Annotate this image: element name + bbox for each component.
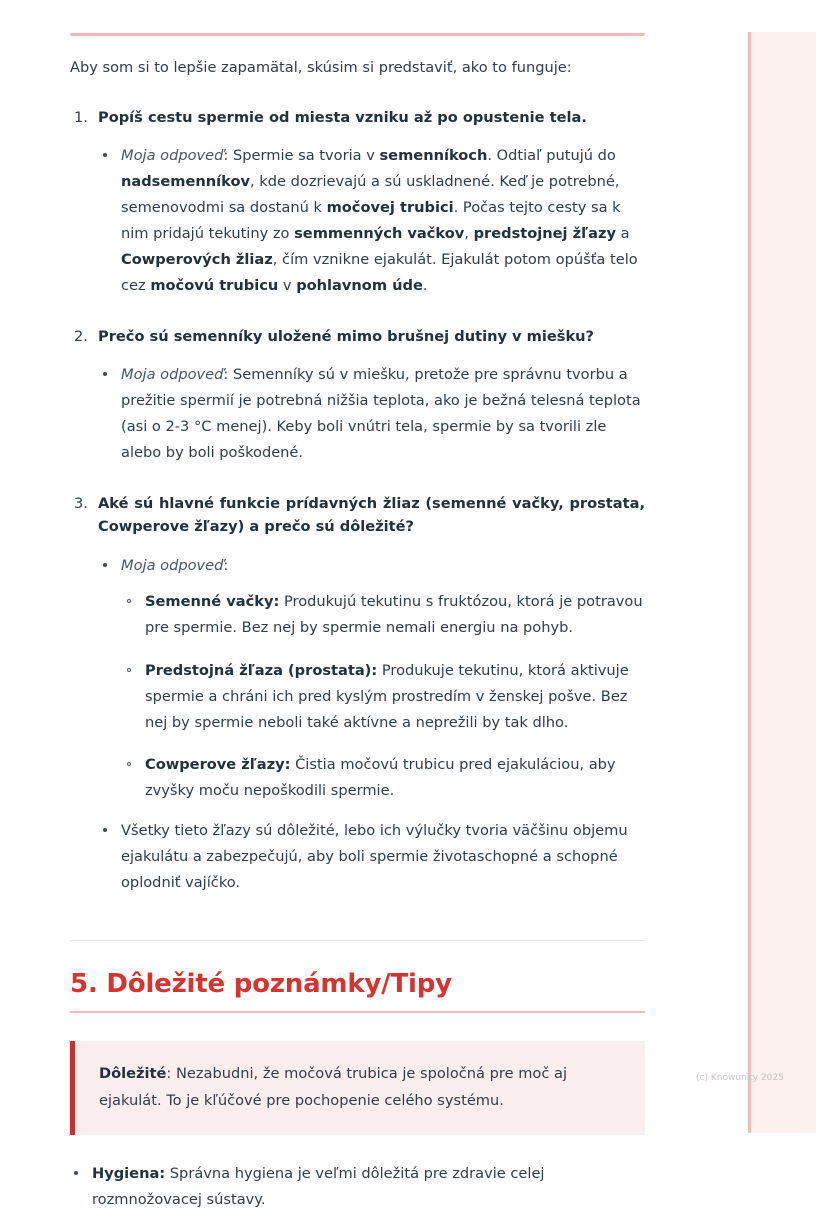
callout-text: : Nezabudni, že močová trubica je spoločná pre moč aj ejakulát. To je kľúčové pre pochopenie celého systému. — [99, 1065, 567, 1110]
copyright-watermark: (c) Knowunity 2025 — [696, 1073, 784, 1083]
gland-term: Predstojná žľaza (prostata): — [145, 661, 378, 679]
answer-list-3 — [98, 553, 645, 897]
tips-list — [70, 1161, 645, 1213]
tip-text: Správna hygiena je veľmi dôležitá pre zdravie celej rozmnožovacej sústavy. — [92, 1165, 545, 1209]
question-item-1 — [70, 106, 645, 299]
tip-item — [70, 1161, 645, 1213]
question-title-2: Prečo sú semenníky uložené mimo brušnej dutiny v miešku? — [98, 327, 595, 345]
question-title-1: Popíš cestu spermie od miesta vzniku až po opustenie tela. — [98, 108, 587, 126]
answer-list-1 — [98, 143, 645, 299]
text-run: . Počas tejto cesty sa k nim pridajú tekutiny zo — [121, 198, 621, 242]
page-edge-strip-line — [748, 32, 751, 1133]
answer-bullet-3 — [98, 553, 645, 805]
gland-list — [121, 589, 645, 805]
emphasis-term: nadsemenníkov — [121, 172, 251, 190]
text-run: a — [615, 224, 630, 242]
emphasis-term: semmenných vačkov — [294, 224, 465, 242]
question-item-2 — [70, 325, 645, 466]
gland-item — [121, 752, 645, 804]
gland-term: Cowperove žľazy: — [145, 756, 291, 774]
text-run: : Spermie sa tvoria v — [223, 146, 380, 164]
emphasis-term: Cowperových žliaz — [121, 250, 273, 268]
tip-term: Hygiena: — [92, 1165, 166, 1183]
question-title-3: Aké sú hlavné funkcie prídavných žliaz (semenné vačky, prostata, Cowperove žľazy) a prečo sú dôležité? — [98, 494, 645, 536]
answer-label-1: Moja odpoveď — [121, 146, 224, 164]
gland-text: Čistia močovú trubicu pred ejakuláciou, aby zvyšky moču nepoškodili spermie. — [145, 756, 616, 800]
text-run: . — [422, 276, 428, 294]
section-heading-underline — [70, 1011, 645, 1013]
answer-bullet-2 — [98, 362, 645, 466]
question-item-3 — [70, 492, 645, 896]
emphasis-term: močovej trubici — [326, 198, 454, 216]
answer-list-2 — [98, 362, 645, 466]
closing-bullet-3: Všetky tieto žľazy sú dôležité, lebo ich výlučky tvoria väčšinu objemu ejakulátu a zabezpečujú, aby boli spermie životaschopné a schopné oplodniť vajíčko. — [98, 818, 645, 896]
emphasis-term: pohlavnom úde — [296, 276, 423, 294]
emphasis-term: semenníkoch — [379, 146, 488, 164]
emphasis-term: predstojnej žľazy — [473, 224, 616, 242]
text-run: , čím vznikne ejakulát. Ejakulát potom opúšťa telo cez — [121, 250, 638, 294]
text-run: . Odtiaľ putujú do — [487, 146, 616, 164]
question-list — [70, 106, 645, 897]
answer-body-1 — [121, 147, 638, 294]
gland-term: Semenné vačky: — [145, 592, 280, 610]
gland-text: Produkujú tekutinu s fruktózou, ktorá je potravou pre spermie. Bez nej by spermie nemali energiu na pohyb. — [145, 592, 643, 636]
answer-label-2: Moja odpoveď — [121, 366, 224, 384]
text-run: , — [464, 224, 474, 242]
callout-label: Dôležité — [99, 1065, 167, 1083]
emphasis-term: močovú trubicu — [150, 276, 279, 294]
text-run: v — [278, 276, 297, 294]
gland-text: Produkuje tekutinu, ktorá aktivuje spermie a chráni ich pred kyslým prostredím v ženskej pošve. Bez nej by spermie neboli také aktívne a neprežili by tak dlho. — [145, 661, 629, 731]
section-divider — [70, 940, 645, 941]
document-content — [70, 33, 645, 1213]
text-run: : Semenníky sú v miešku, pretože pre správnu tvorbu a prežitie spermií je potrebná nižšia teplota, ako je bežná telesná teplota (asi o 2-3 °C menej). Keby boli vnútri tela, spermie by sa tvorili zle alebo by boli poškodené. — [121, 366, 641, 462]
page-edge-strip — [748, 32, 816, 1133]
top-divider — [70, 33, 645, 36]
gland-item — [121, 589, 645, 641]
answer-label-3: Moja odpoveď — [121, 556, 224, 574]
text-run: , kde dozrievajú a sú uskladnené. Keď je potrebné, semenovodmi sa dostanú k — [121, 172, 620, 216]
answer-bullet-1 — [98, 143, 645, 299]
section-heading: 5. Dôležité poznámky/Tipy — [70, 969, 452, 1000]
gland-item — [121, 658, 645, 736]
important-callout — [70, 1041, 645, 1135]
intro-paragraph: Aby som si to lepšie zapamätal, skúsim si predstaviť, ako to funguje: — [70, 59, 572, 76]
answer-body-3 — [223, 557, 228, 574]
text-run: : — [223, 556, 229, 574]
